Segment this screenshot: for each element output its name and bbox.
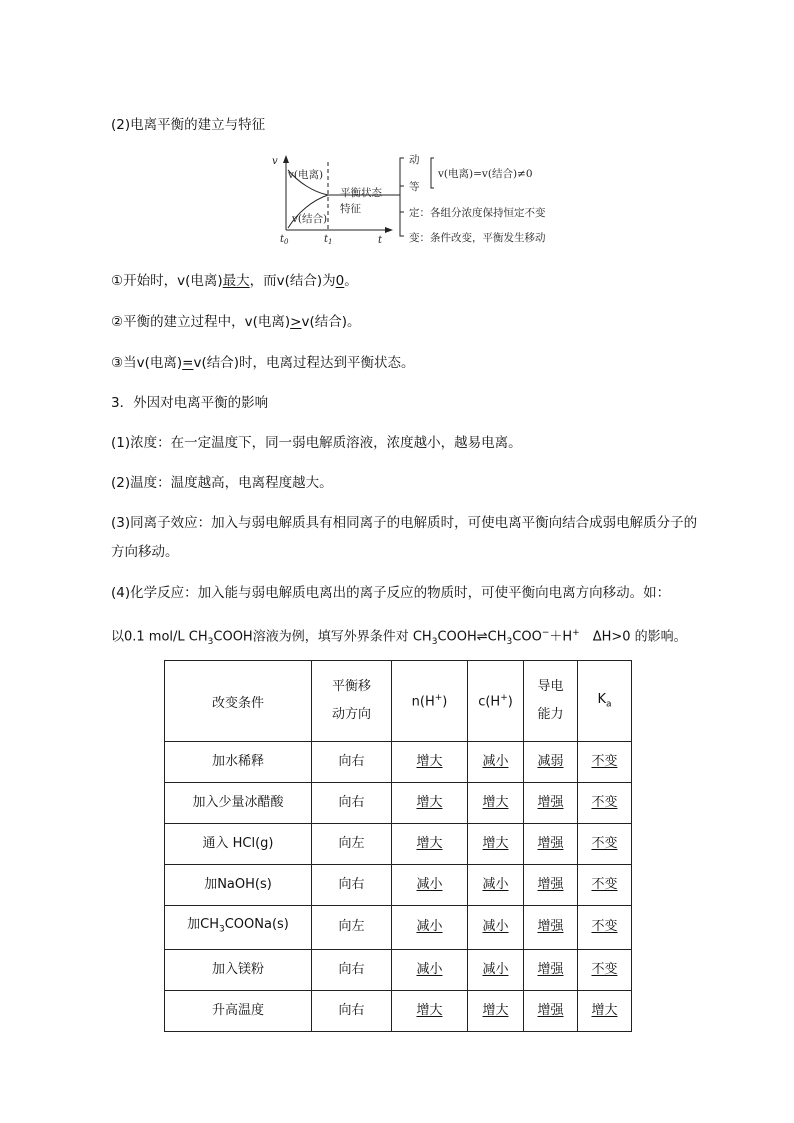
table-row xyxy=(165,949,632,990)
cell-n: 增大 xyxy=(392,990,468,1031)
cell-n: 增大 xyxy=(392,742,468,783)
x-axis-arrow xyxy=(385,227,393,233)
header-shift: 平衡移 动方向 xyxy=(312,661,392,742)
table-row xyxy=(165,990,632,1031)
para-temperature: (2)温度：温度越高，电离程度越大。 xyxy=(111,475,333,491)
feature-deng: 等 xyxy=(409,181,420,193)
cell-condition: 加入镁粉 xyxy=(165,949,312,990)
header-cH: c(H+) xyxy=(468,661,524,742)
cell-ka: 不变 xyxy=(578,949,632,990)
feature-deng-detail: v(电离)=v(结合)≠0 xyxy=(438,168,533,180)
feature-dong: 动 xyxy=(409,154,420,166)
cell-ka: 不变 xyxy=(578,824,632,865)
feature-bracket xyxy=(400,158,404,236)
point-2: ②平衡的建立过程中，v(电离)>v(结合)。 xyxy=(111,314,361,330)
cell-c: 减小 xyxy=(468,949,524,990)
cell-c: 减小 xyxy=(468,906,524,950)
t1-label: $t_1$ xyxy=(324,234,333,246)
table-row xyxy=(165,742,632,783)
cell-shift: 向左 xyxy=(312,906,392,950)
cell-shift: 向右 xyxy=(312,742,392,783)
cell-n: 增大 xyxy=(392,783,468,824)
cell-condition: 加$CH_3COONa(s)$ xyxy=(165,906,312,950)
cell-cond: 增强 xyxy=(524,824,578,865)
curve-combine-label: v(结合) xyxy=(292,213,328,225)
cell-shift: 向左 xyxy=(312,824,392,865)
cell-c: 减小 xyxy=(468,865,524,906)
cell-ka: 不变 xyxy=(578,783,632,824)
cell-n: 减小 xyxy=(392,949,468,990)
para-concentration: (1)浓度：在一定温度下，同一弱电解质溶液，浓度越小，越易电离。 xyxy=(111,435,522,451)
cell-condition: 升高温度 xyxy=(165,990,312,1031)
para-example: 以0.1 mol/L $CH_3COOH$溶液为例，填写外界条件对 $CH_3COOH\rightleftharpoons CH_3COO^-+H^+$ ΔH>0 的影响。 xyxy=(111,628,687,647)
para-reaction: (4)化学反应：加入能与弱电解质电离出的离子反应的物质时，可使平衡向电离方向移动。如： xyxy=(111,585,671,601)
header-nH: n(H+) xyxy=(392,661,468,742)
feature-ding: 定：各组分浓度保持恒定不变 xyxy=(409,207,546,219)
cell-cond: 增强 xyxy=(524,949,578,990)
feature-bian: 变：条件改变，平衡发生移动 xyxy=(409,232,546,244)
table-header-row xyxy=(165,661,632,742)
para-common-ion-2: 方向移动。 xyxy=(111,544,179,560)
equilibrium-figure xyxy=(268,150,568,250)
section-title: (2)电离平衡的建立与特征 xyxy=(111,117,266,133)
effects-table xyxy=(164,660,632,1032)
cell-n: 减小 xyxy=(392,906,468,950)
cell-n: 增大 xyxy=(392,824,468,865)
cell-ka: 不变 xyxy=(578,742,632,783)
t0-label: $t_0$ xyxy=(280,234,289,246)
x-axis-label: t xyxy=(378,235,383,246)
cell-ka: 不变 xyxy=(578,865,632,906)
header-ka: $K_a$ xyxy=(578,661,632,742)
cell-ka: 不变 xyxy=(578,906,632,950)
cell-condition: 加入少量冰醋酸 xyxy=(165,783,312,824)
point-1: ①开始时，v(电离)最大，而v(结合)为0。 xyxy=(111,273,358,289)
header-conductivity: 导电 能力 xyxy=(524,661,578,742)
y-axis-arrow xyxy=(283,155,289,163)
cell-shift: 向右 xyxy=(312,990,392,1031)
cell-n: 减小 xyxy=(392,865,468,906)
cell-shift: 向右 xyxy=(312,865,392,906)
feature-label: 特征 xyxy=(340,203,361,215)
cell-condition: 加NaOH(s) xyxy=(165,865,312,906)
cell-condition: 通入 HCl(g) xyxy=(165,824,312,865)
y-axis-label: v xyxy=(272,156,278,167)
table-row xyxy=(165,824,632,865)
cell-c: 增大 xyxy=(468,824,524,865)
cell-ka: 增大 xyxy=(578,990,632,1031)
table-row xyxy=(165,865,632,906)
para-common-ion-1: (3)同离子效应：加入与弱电解质具有相同离子的电解质时，可使电离平衡向结合成弱电解质分子的 xyxy=(111,515,698,531)
cell-c: 减小 xyxy=(468,742,524,783)
table-row xyxy=(165,783,632,824)
cell-cond: 增强 xyxy=(524,865,578,906)
header-condition: 改变条件 xyxy=(165,661,312,742)
cell-c: 增大 xyxy=(468,783,524,824)
cell-cond: 增强 xyxy=(524,783,578,824)
cell-c: 增大 xyxy=(468,990,524,1031)
table-row xyxy=(165,906,632,950)
cell-cond: 减弱 xyxy=(524,742,578,783)
cell-condition: 加水稀释 xyxy=(165,742,312,783)
cell-cond: 增强 xyxy=(524,990,578,1031)
cell-cond: 增强 xyxy=(524,906,578,950)
cell-shift: 向右 xyxy=(312,783,392,824)
cell-shift: 向右 xyxy=(312,949,392,990)
heading-3: 3．外因对电离平衡的影响 xyxy=(111,395,269,411)
curve-ionize-label: v(电离) xyxy=(288,169,324,181)
small-bracket xyxy=(431,158,434,188)
point-3: ③当v(电离)=v(结合)时，电离过程达到平衡状态。 xyxy=(111,355,415,371)
balance-state-label: 平衡状态 xyxy=(340,187,382,199)
